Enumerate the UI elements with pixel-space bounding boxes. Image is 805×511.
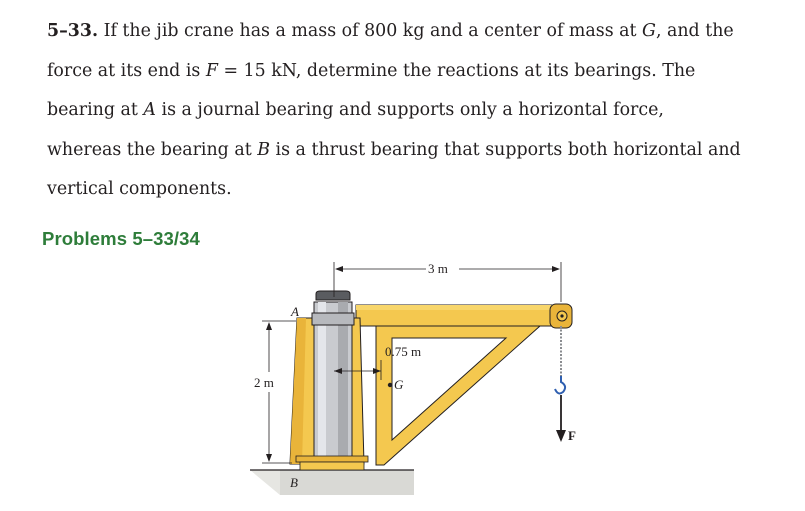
label-2m: 2 m	[254, 375, 274, 390]
problem-var-F: F	[205, 60, 218, 81]
problem-var-B: B	[257, 139, 271, 160]
problem-text: is a thrust bearing that supports both horizontal and	[270, 139, 741, 160]
force-arrow-F	[556, 395, 566, 442]
problem-text: whereas the bearing at	[47, 139, 258, 160]
figure-caption: Problems 5–33/34	[42, 228, 200, 249]
label-075m: 0.75 m	[385, 344, 422, 359]
label-3m: 3 m	[428, 261, 448, 276]
column-shaft	[312, 302, 354, 464]
label-F: F	[568, 428, 576, 443]
label-A: A	[291, 304, 299, 319]
problem-number: 5–33.	[47, 21, 99, 41]
problem-text: bearing at	[47, 100, 144, 120]
problem-text: If the jib crane has a mass of 800 kg and a center of mass at	[98, 21, 643, 41]
problem-text: force at its end is	[47, 60, 206, 81]
center-of-mass-dot	[388, 383, 392, 387]
problem-line-5: vertical components.	[47, 179, 232, 199]
problem-text: = 15 kN, determine the reactions at its bearings. The	[217, 60, 696, 81]
hook	[555, 376, 565, 393]
problem-text: is a journal bearing and supports only a horizontal force,	[155, 100, 664, 120]
problem-var-A: A	[143, 100, 156, 120]
ground-base	[250, 470, 414, 495]
problem-text: , and the	[655, 21, 734, 41]
label-B: B	[290, 475, 298, 490]
thrust-bearing-B	[296, 456, 368, 470]
column-cap	[316, 291, 350, 300]
label-G: G	[394, 377, 404, 392]
problem-var-G: G	[642, 21, 656, 41]
jib-arm	[356, 305, 556, 326]
pulley-end	[550, 304, 572, 328]
